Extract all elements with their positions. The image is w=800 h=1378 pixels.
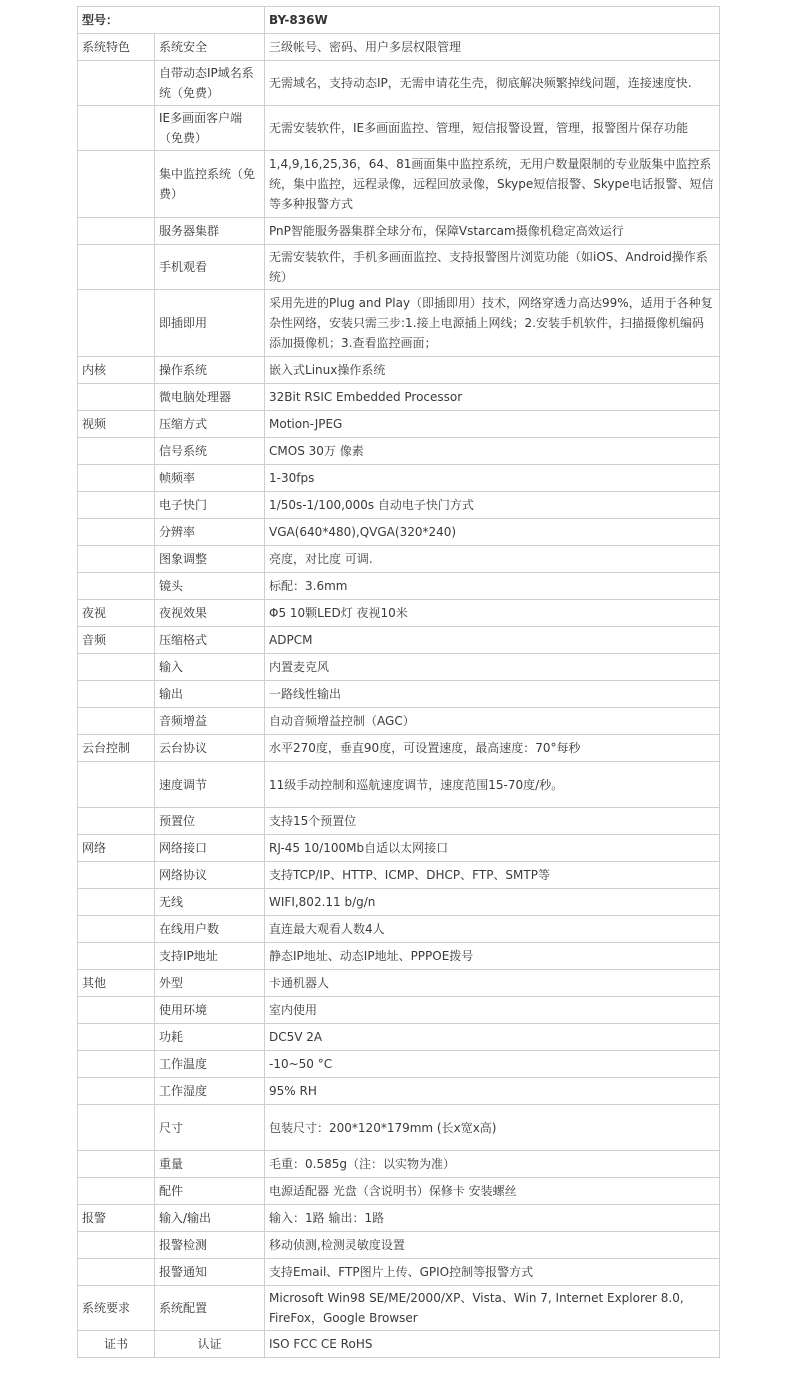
spec-value-cell: 1,4,9,16,25,36，64、81画面集中监控系统，无用户数量限制的专业版集中监控系统，集中监控，远程录像，远程回放录像，Skype短信报警、Skype电话报警、短信等多种报警方式 — [265, 151, 720, 218]
spec-row — [78, 465, 720, 492]
spec-label-cell: IE多画面客户端（免费） — [155, 106, 265, 151]
spec-row — [78, 735, 720, 762]
spec-row — [78, 106, 720, 151]
spec-label-cell: 分辨率 — [155, 519, 265, 546]
category-cell — [78, 1051, 155, 1078]
spec-value-cell: ADPCM — [265, 627, 720, 654]
spec-value-cell: Microsoft Win98 SE/ME/2000/XP、Vista、Win 7, Internet Explorer 8.0, FireFox，Google Browser — [265, 1286, 720, 1331]
spec-value-cell: 水平270度，垂直90度，可设置速度，最高速度：70°每秒 — [265, 735, 720, 762]
spec-value-cell: 毛重：0.585g（注：以实物为准） — [265, 1151, 720, 1178]
spec-value-cell: 95% RH — [265, 1078, 720, 1105]
spec-label-cell: 手机观看 — [155, 245, 265, 290]
category-cell — [78, 218, 155, 245]
header-row — [78, 7, 720, 34]
spec-value-cell: RJ-45 10/100Mb自适以太网接口 — [265, 835, 720, 862]
spec-row — [78, 1078, 720, 1105]
spec-row — [78, 411, 720, 438]
spec-value-cell: 卡通机器人 — [265, 970, 720, 997]
spec-label-cell: 在线用户数 — [155, 916, 265, 943]
spec-value-cell: VGA(640*480),QVGA(320*240) — [265, 519, 720, 546]
spec-row — [78, 862, 720, 889]
spec-value-cell: -10~50 °C — [265, 1051, 720, 1078]
category-cell — [78, 862, 155, 889]
category-cell: 云台控制 — [78, 735, 155, 762]
spec-row — [78, 1259, 720, 1286]
category-cell — [78, 916, 155, 943]
category-cell: 网络 — [78, 835, 155, 862]
category-cell — [78, 1151, 155, 1178]
spec-row — [78, 997, 720, 1024]
spec-value-cell: 输入：1路 输出：1路 — [265, 1205, 720, 1232]
category-cell: 报警 — [78, 1205, 155, 1232]
spec-table — [77, 6, 720, 1358]
spec-label-cell: 配件 — [155, 1178, 265, 1205]
category-cell — [78, 708, 155, 735]
category-cell — [78, 546, 155, 573]
spec-value-cell: 32Bit RSIC Embedded Processor — [265, 384, 720, 411]
category-cell — [78, 465, 155, 492]
spec-label-cell: 支持IP地址 — [155, 943, 265, 970]
spec-row — [78, 245, 720, 290]
spec-value-cell: 支持Email、FTP图片上传、GPIO控制等报警方式 — [265, 1259, 720, 1286]
spec-value-cell: WIFI,802.11 b/g/n — [265, 889, 720, 916]
spec-label-cell: 系统配置 — [155, 1286, 265, 1331]
spec-value-cell: PnP智能服务器集群全球分布，保障Vstarcam摄像机稳定高效运行 — [265, 218, 720, 245]
category-cell — [78, 1078, 155, 1105]
spec-table-body — [78, 7, 720, 1358]
category-cell — [78, 438, 155, 465]
spec-label-cell: 服务器集群 — [155, 218, 265, 245]
category-cell — [78, 61, 155, 106]
spec-value-cell: 1/50s-1/100,000s 自动电子快门方式 — [265, 492, 720, 519]
spec-row — [78, 708, 720, 735]
spec-row — [78, 357, 720, 384]
spec-value-cell: 无需安装软件，手机多画面监控、支持报警图片浏览功能（如iOS、Android操作系统） — [265, 245, 720, 290]
category-cell — [78, 384, 155, 411]
spec-label-cell: 图象调整 — [155, 546, 265, 573]
spec-row — [78, 573, 720, 600]
spec-value-cell: 11级手动控制和巡航速度调节，速度范围15-70度/秒。 — [265, 762, 720, 808]
category-cell — [78, 889, 155, 916]
spec-row — [78, 1178, 720, 1205]
spec-value-cell: Motion-JPEG — [265, 411, 720, 438]
spec-value-cell: 一路线性输出 — [265, 681, 720, 708]
spec-row — [78, 61, 720, 106]
spec-row — [78, 492, 720, 519]
category-cell: 其他 — [78, 970, 155, 997]
spec-row — [78, 600, 720, 627]
category-cell — [78, 1232, 155, 1259]
category-cell — [78, 245, 155, 290]
category-cell — [78, 762, 155, 808]
category-cell — [78, 492, 155, 519]
category-cell: 夜视 — [78, 600, 155, 627]
spec-value-cell: 标配：3.6mm — [265, 573, 720, 600]
spec-label-cell: 压缩格式 — [155, 627, 265, 654]
spec-label-cell: 功耗 — [155, 1024, 265, 1051]
spec-value-cell: CMOS 30万 像素 — [265, 438, 720, 465]
spec-row — [78, 218, 720, 245]
spec-row — [78, 1205, 720, 1232]
category-cell — [78, 519, 155, 546]
spec-row — [78, 943, 720, 970]
spec-value-cell: 三级帐号、密码、用户多层权限管理 — [265, 34, 720, 61]
spec-row — [78, 654, 720, 681]
spec-value-cell: 无需域名，支持动态IP，无需申请花生壳，彻底解决频繁掉线问题，连接速度快. — [265, 61, 720, 106]
model-label: 型号： — [78, 7, 265, 34]
spec-row — [78, 808, 720, 835]
spec-row — [78, 151, 720, 218]
spec-value-cell: 内置麦克风 — [265, 654, 720, 681]
spec-value-cell: 直连最大观看人数4人 — [265, 916, 720, 943]
category-cell: 系统要求 — [78, 1286, 155, 1331]
spec-row — [78, 1105, 720, 1151]
spec-row — [78, 438, 720, 465]
spec-row — [78, 1331, 720, 1358]
category-cell — [78, 1259, 155, 1286]
model-value: BY-836W — [265, 7, 720, 34]
spec-label-cell: 音频增益 — [155, 708, 265, 735]
spec-row — [78, 889, 720, 916]
spec-value-cell: 室内使用 — [265, 997, 720, 1024]
spec-label-cell: 工作湿度 — [155, 1078, 265, 1105]
spec-row — [78, 916, 720, 943]
spec-value-cell: 静态IP地址、动态IP地址、PPPOE拨号 — [265, 943, 720, 970]
spec-value-cell: 嵌入式Linux操作系统 — [265, 357, 720, 384]
spec-label-cell: 微电脑处理器 — [155, 384, 265, 411]
spec-value-cell: 自动音频增益控制（AGC） — [265, 708, 720, 735]
spec-label-cell: 网络接口 — [155, 835, 265, 862]
spec-row — [78, 1051, 720, 1078]
spec-value-cell: 包装尺寸：200*120*179mm (长x宽x高) — [265, 1105, 720, 1151]
spec-value-cell: 支持15个预置位 — [265, 808, 720, 835]
category-cell: 内核 — [78, 357, 155, 384]
spec-value-cell: 移动侦测,检测灵敏度设置 — [265, 1232, 720, 1259]
category-cell — [78, 997, 155, 1024]
spec-label-cell: 输入/输出 — [155, 1205, 265, 1232]
spec-row — [78, 762, 720, 808]
category-cell — [78, 808, 155, 835]
spec-row — [78, 546, 720, 573]
category-cell: 证书 — [78, 1331, 155, 1358]
spec-label-cell: 输出 — [155, 681, 265, 708]
category-cell — [78, 573, 155, 600]
spec-row — [78, 519, 720, 546]
spec-label-cell: 网络协议 — [155, 862, 265, 889]
spec-row — [78, 627, 720, 654]
category-cell — [78, 943, 155, 970]
category-cell — [78, 1178, 155, 1205]
spec-label-cell: 集中监控系统（免费） — [155, 151, 265, 218]
spec-value-cell: 支持TCP/IP、HTTP、ICMP、DHCP、FTP、SMTP等 — [265, 862, 720, 889]
spec-label-cell: 报警检测 — [155, 1232, 265, 1259]
spec-label-cell: 工作温度 — [155, 1051, 265, 1078]
spec-row — [78, 970, 720, 997]
spec-row — [78, 1024, 720, 1051]
spec-row — [78, 34, 720, 61]
spec-label-cell: 尺寸 — [155, 1105, 265, 1151]
spec-row — [78, 835, 720, 862]
spec-label-cell: 预置位 — [155, 808, 265, 835]
spec-label-cell: 信号系统 — [155, 438, 265, 465]
spec-label-cell: 即插即用 — [155, 290, 265, 357]
spec-label-cell: 系统安全 — [155, 34, 265, 61]
spec-label-cell: 压缩方式 — [155, 411, 265, 438]
spec-value-cell: Φ5 10颗LED灯 夜视10米 — [265, 600, 720, 627]
category-cell — [78, 106, 155, 151]
spec-row — [78, 1232, 720, 1259]
spec-value-cell: 采用先进的Plug and Play（即插即用）技术，网络穿透力高达99%，适用于各种复杂性网络，安装只需三步:1.接上电源插上网线；2.安装手机软件，扫描摄像机编码添加摄像机；3.查看监控画面； — [265, 290, 720, 357]
spec-row — [78, 290, 720, 357]
category-cell — [78, 290, 155, 357]
spec-label-cell: 电子快门 — [155, 492, 265, 519]
spec-value-cell: DC5V 2A — [265, 1024, 720, 1051]
spec-label-cell: 速度调节 — [155, 762, 265, 808]
spec-label-cell: 无线 — [155, 889, 265, 916]
category-cell: 音频 — [78, 627, 155, 654]
spec-label-cell: 镜头 — [155, 573, 265, 600]
spec-label-cell: 外型 — [155, 970, 265, 997]
spec-label-cell: 使用环境 — [155, 997, 265, 1024]
category-cell — [78, 1024, 155, 1051]
category-cell: 系统特色 — [78, 34, 155, 61]
spec-label-cell: 输入 — [155, 654, 265, 681]
category-cell: 视频 — [78, 411, 155, 438]
spec-label-cell: 夜视效果 — [155, 600, 265, 627]
spec-value-cell: 1-30fps — [265, 465, 720, 492]
spec-label-cell: 认证 — [155, 1331, 265, 1358]
category-cell — [78, 1105, 155, 1151]
category-cell — [78, 654, 155, 681]
spec-row — [78, 1286, 720, 1331]
spec-label-cell: 报警通知 — [155, 1259, 265, 1286]
spec-value-cell: 亮度，对比度 可调. — [265, 546, 720, 573]
spec-row — [78, 1151, 720, 1178]
category-cell — [78, 151, 155, 218]
category-cell — [78, 681, 155, 708]
spec-label-cell: 重量 — [155, 1151, 265, 1178]
spec-label-cell: 操作系统 — [155, 357, 265, 384]
spec-row — [78, 681, 720, 708]
spec-value-cell: ISO FCC CE RoHS — [265, 1331, 720, 1358]
spec-label-cell: 自带动态IP域名系统（免费） — [155, 61, 265, 106]
spec-value-cell: 无需安装软件，IE多画面监控、管理，短信报警设置，管理，报警图片保存功能 — [265, 106, 720, 151]
spec-row — [78, 384, 720, 411]
spec-value-cell: 电源适配器 光盘（含说明书）保修卡 安装螺丝 — [265, 1178, 720, 1205]
spec-label-cell: 帧频率 — [155, 465, 265, 492]
spec-label-cell: 云台协议 — [155, 735, 265, 762]
